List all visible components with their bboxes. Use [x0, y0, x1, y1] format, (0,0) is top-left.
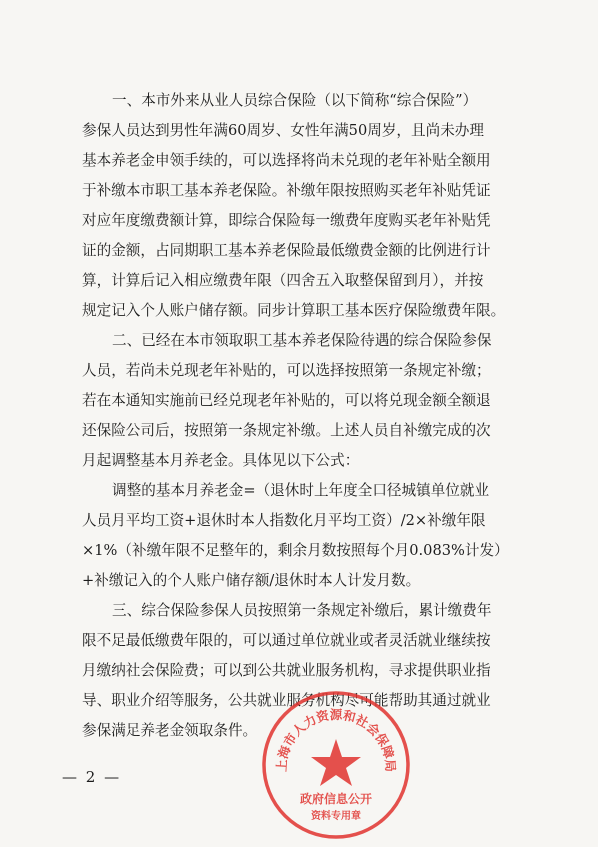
- text-line: 月起调整基本月养老金。具体见以下公式：: [82, 452, 360, 469]
- text-line: 参保人员达到男性年满60周岁、女性年满50周岁，且尚未办理: [82, 122, 484, 139]
- text-line: 还保险公司后，按照第一条规定补缴。上述人员自补缴完成的次: [82, 422, 491, 439]
- text-line: 于补缴本市职工基本养老保险。补缴年限按照购买老年补贴凭证: [82, 182, 491, 199]
- seal-icon: [258, 687, 414, 843]
- text-line: 算，计算后记入相应缴费年限（四舍五入取整保留到月），并按: [82, 272, 484, 289]
- seal-star-icon: [311, 739, 361, 786]
- text-line: 参保满足养老金领取条件。: [82, 722, 258, 739]
- seal-outer-text: 上海市人力资源和社会保障局: [273, 707, 399, 773]
- text-line: 对应年度缴费额计算，即综合保险每一缴费年度购买老年补贴凭: [82, 212, 491, 229]
- paragraph-2: [82, 326, 582, 476]
- text-line: 人员，若尚未兑现老年补贴的，可以选择按照第一条规定补缴；: [82, 362, 491, 379]
- formula-line: +补缴记入的个人账户储存额/退休时本人计发月数。: [82, 572, 421, 589]
- text-line: 三、综合保险参保人员按照第一条规定补缴后，累计缴费年: [112, 602, 492, 619]
- paragraph-1: [82, 86, 582, 326]
- text-line: 二、已经在本市领取职工基本养老保险待遇的综合保险参保: [112, 332, 492, 349]
- formula-block: [82, 476, 582, 596]
- formula-line: ×1%（补缴年限不足整年的，剩余月数按照每个月0.083%计发）: [82, 542, 509, 559]
- formula-line: 调整的基本月养老金=（退休时上年度全口径城镇单位就业: [112, 482, 490, 499]
- seal-inner-text-1: 政府信息公开: [299, 792, 373, 806]
- official-seal: [258, 687, 414, 843]
- document-body: [82, 86, 582, 746]
- text-line: 限不足最低缴费年限的，可以通过单位就业或者灵活就业继续按: [82, 632, 491, 649]
- text-line: 证的金额，占同期职工基本养老保险最低缴费金额的比例进行计: [82, 242, 491, 259]
- text-line: 导、职业介绍等服务，公共就业服务机构尽可能帮助其通过就业: [82, 692, 491, 709]
- formula-line: 人员月平均工资+退休时本人指数化月平均工资）/2×补缴年限: [82, 512, 486, 529]
- text-line: 规定记入个人账户储存额。同步计算职工基本医疗保险缴费年限。: [82, 302, 506, 319]
- seal-inner-text-2: 资料专用章: [311, 811, 361, 822]
- text-line: 月缴纳社会保险费；可以到公共就业服务机构，寻求提供职业指: [82, 662, 491, 679]
- text-line: 若在本通知实施前已经兑现老年补贴的，可以将兑现金额全额退: [82, 392, 491, 409]
- text-line: 基本养老金申领手续的，可以选择将尚未兑现的老年补贴全额用: [82, 152, 491, 169]
- page-number: — 2 —: [62, 768, 122, 786]
- text-line: 一、本市外来从业人员综合保险（以下简称“综合保险”）: [112, 92, 478, 109]
